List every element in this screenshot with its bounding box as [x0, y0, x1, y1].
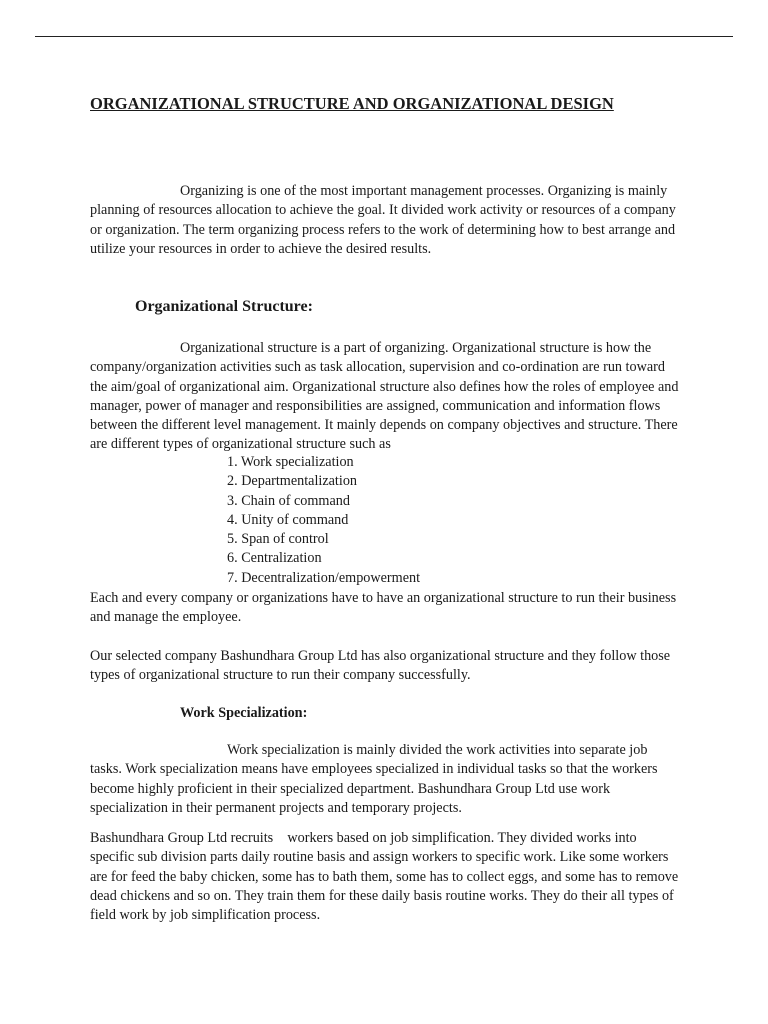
work-specialization-paragraph: Work specialization is mainly divided the work activities into separate job tasks. Work specialization means have employees specialized in individual tasks so that the workers become highly proficient in their specialized department. Bashundhara Group Ltd use work specialization in their permanent projects and temporary projects.: [90, 742, 658, 816]
company-paragraph: Our selected company Bashundhara Group Ltd has also organizational structure and they follow those types of organizational structure to run their company successfully.: [90, 648, 671, 684]
list-item: 3. Chain of command: [227, 492, 350, 509]
header-rule: [35, 36, 733, 37]
section-heading-organizational-structure: Organizational Structure:: [135, 298, 313, 315]
recruitment-paragraph: Bashundhara Group Ltd recruits workers based on job simplification. They divided works into specific sub division parts daily routine basis and assign workers to specific work. Like some workers are for feed the baby chicken, some has to bath them, some has to collect eggs, and some has to remove dead chickens and so on. They train them for these daily basis routine works. They do their all types of field work by job simplification process.: [90, 830, 682, 924]
list-item: 4. Unity of command: [227, 511, 349, 528]
list-item: 1. Work specialization: [227, 454, 354, 470]
organizational-structure-paragraph: Organizational structure is a part of organizing. Organizational structure is how the company/organization activities such as task allocation, supervision and co-ordination are run toward the aim/goal of organizational aim. Organizational structure also defines how the roles of employee and manager, power of manager and responsibilities are assigned, communication and information flows between the different level management. It mainly depends on company objectives and structure. There are different types of organizational structure such as: [90, 340, 679, 453]
document-title: ORGANIZATIONAL STRUCTURE AND ORGANIZATIONAL DESIGN: [90, 94, 614, 113]
subheading-work-specialization: Work Specialization:: [180, 705, 308, 721]
structure-types-list: [227, 453, 420, 588]
after-list-paragraph: Each and every company or organizations have to have an organizational structure to run their business and manage the employee.: [90, 590, 677, 626]
intro-paragraph: Organizing is one of the most important management processes. Organizing is mainly planning of resources allocation to achieve the goal. It divided work activity or resources of a company or organization. The term organizing process refers to the work of determining how to best arrange and utilize your resources in order to achieve the desired results.: [90, 183, 676, 257]
list-item: 6. Centralization: [227, 550, 322, 567]
list-item: 5. Span of control: [227, 531, 329, 548]
list-item: 2. Departmentalization: [227, 473, 358, 490]
list-item: 7. Decentralization/empowerment: [227, 569, 421, 586]
